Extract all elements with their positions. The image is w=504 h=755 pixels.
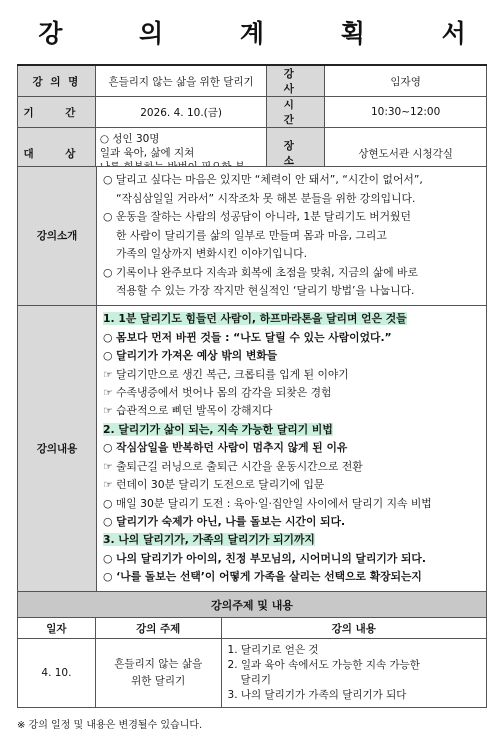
intro-line: “작심삼일일 거라서” 시작조차 못 해본 분들을 위한 강의입니다. — [116, 191, 416, 205]
content-label: 강의내용 — [18, 305, 97, 592]
intro-line: ○ 기록이나 완주보다 지속과 회복에 초점을 맞춰, 지금의 삶에 바로 — [103, 265, 418, 279]
topic-content-line: 달리기 — [240, 674, 271, 686]
col-topic-header: 강의 주제 — [95, 618, 221, 639]
content-line: ☞ 달리기만으로 생긴 복근, 크롭티를 입게 된 이야기 — [103, 367, 349, 381]
content-line: ☞ 출퇴근길 러닝으로 출퇴근 시간을 운동시간으로 전환 — [103, 459, 363, 473]
intro-line: 한 사람이 달리기를 삶의 일부로 만들며 몸과 마음, 그리고 — [116, 228, 387, 242]
intro-line: ○ 운동을 잘하는 사람의 성공담이 아니라, 1분 달리기도 버거웠던 — [103, 210, 411, 223]
schedule-note: ※ 강의 일정 및 내용은 변경될수 있습니다. — [17, 720, 203, 731]
document-title: 강 의 계 획 서 — [38, 19, 500, 48]
content-line: ○ 달리기가 숙제가 아닌, 나를 돌보는 시간이 되다. — [103, 514, 346, 528]
lecture-title-value: 흔들리지 않는 삶을 위한 달리기 — [95, 65, 267, 97]
time-label: 시 간 — [267, 97, 325, 128]
place-label: 장 소 — [267, 128, 325, 179]
period-label: 기 간 — [18, 97, 96, 128]
detail-table — [17, 166, 487, 593]
intro-line: 가족의 일상까지 변화시킨 이야기입니다. — [116, 247, 308, 260]
content-line: ○ 달리기가 가져온 예상 밖의 변화들 — [103, 349, 278, 363]
topic-title-line: 흔들리지 않는 삶을 — [114, 658, 203, 670]
topic-date: 4. 10. — [18, 639, 96, 708]
info-table — [17, 64, 487, 179]
lecture-title-label: 강 의 명 — [18, 65, 96, 97]
content-line: ○ 몸보다 먼저 바뀐 것들 : “나도 달릴 수 있는 사람이었다.” — [103, 330, 392, 344]
content-line: ○ 매일 30분 달리기 도전 : 육아·일·집안일 사이에서 달리기 지속 비법 — [103, 496, 432, 510]
intro-label: 강의소개 — [18, 167, 97, 306]
period-value: 2026. 4. 10.(금) — [95, 97, 267, 128]
col-date-header: 일자 — [18, 618, 96, 639]
content-line: ○ 나의 달리기가 아이의, 친정 부모님의, 시어머니의 달리기가 되다. — [103, 551, 426, 565]
instructor-value: 임자영 — [325, 65, 487, 97]
content-line: ☞ 런데이 30분 달리기 도전으로 달리기에 입문 — [103, 478, 325, 492]
time-value: 10:30~12:00 — [325, 97, 487, 128]
content-line: ○ ‘나를 돌보는 선택’이 어떻게 가족을 살리는 선택으로 확장되는지 — [103, 570, 422, 584]
content-line: ○ 작심삼일을 반복하던 사람이 멈추지 않게 된 이유 — [103, 441, 348, 455]
target-label: 대 상 — [18, 128, 96, 179]
topic-table — [17, 591, 487, 708]
topic-content — [221, 639, 486, 708]
topic-content-line: 1. 달리기로 얻은 것 — [227, 644, 319, 656]
place-value: 상현도서관 시청각실 — [325, 128, 487, 179]
content-line: ☞ 수족냉증에서 벗어나 몸의 감각을 되찾은 경험 — [103, 386, 332, 400]
topic-content-line: 3. 나의 달리기가 가족의 달리기가 되다 — [227, 689, 407, 701]
intro-line: ○ 달리고 싶다는 마음은 있지만 “체력이 안 돼서”, “시간이 없어서”, — [103, 173, 423, 186]
instructor-label: 강 사 — [267, 65, 325, 97]
intro-text — [97, 167, 487, 306]
target-line: ○ 성인 30명 — [99, 133, 160, 145]
topic-title-line: 위한 달리기 — [131, 675, 186, 687]
intro-line: 적용할 수 있는 가장 작지만 현실적인 ‘달리기 방법’을 나눕니다. — [116, 284, 415, 297]
content-heading: 3. 나의 달리기가, 가족의 달리기가 되기까지 — [103, 533, 315, 547]
content-text — [97, 305, 487, 592]
content-heading: 1. 1분 달리기도 힘들던 사람이, 하프마라톤을 달리며 얻은 것들 — [103, 312, 407, 326]
table-row — [18, 639, 487, 708]
col-content-header: 강의 내용 — [221, 618, 486, 639]
topic-content-line: 2. 일과 육아 속에서도 가능한 지속 가능한 — [227, 659, 420, 671]
topic-title — [95, 639, 221, 708]
target-line: 일과 육아, 삶에 지쳐 — [99, 147, 195, 159]
topic-section-title: 강의주제 및 내용 — [18, 592, 487, 618]
content-heading: 2. 달리기가 삶이 되는, 지속 가능한 달리기 비법 — [103, 422, 333, 436]
content-line: ☞ 습관적으로 삐던 발목이 강해지다 — [103, 404, 273, 418]
